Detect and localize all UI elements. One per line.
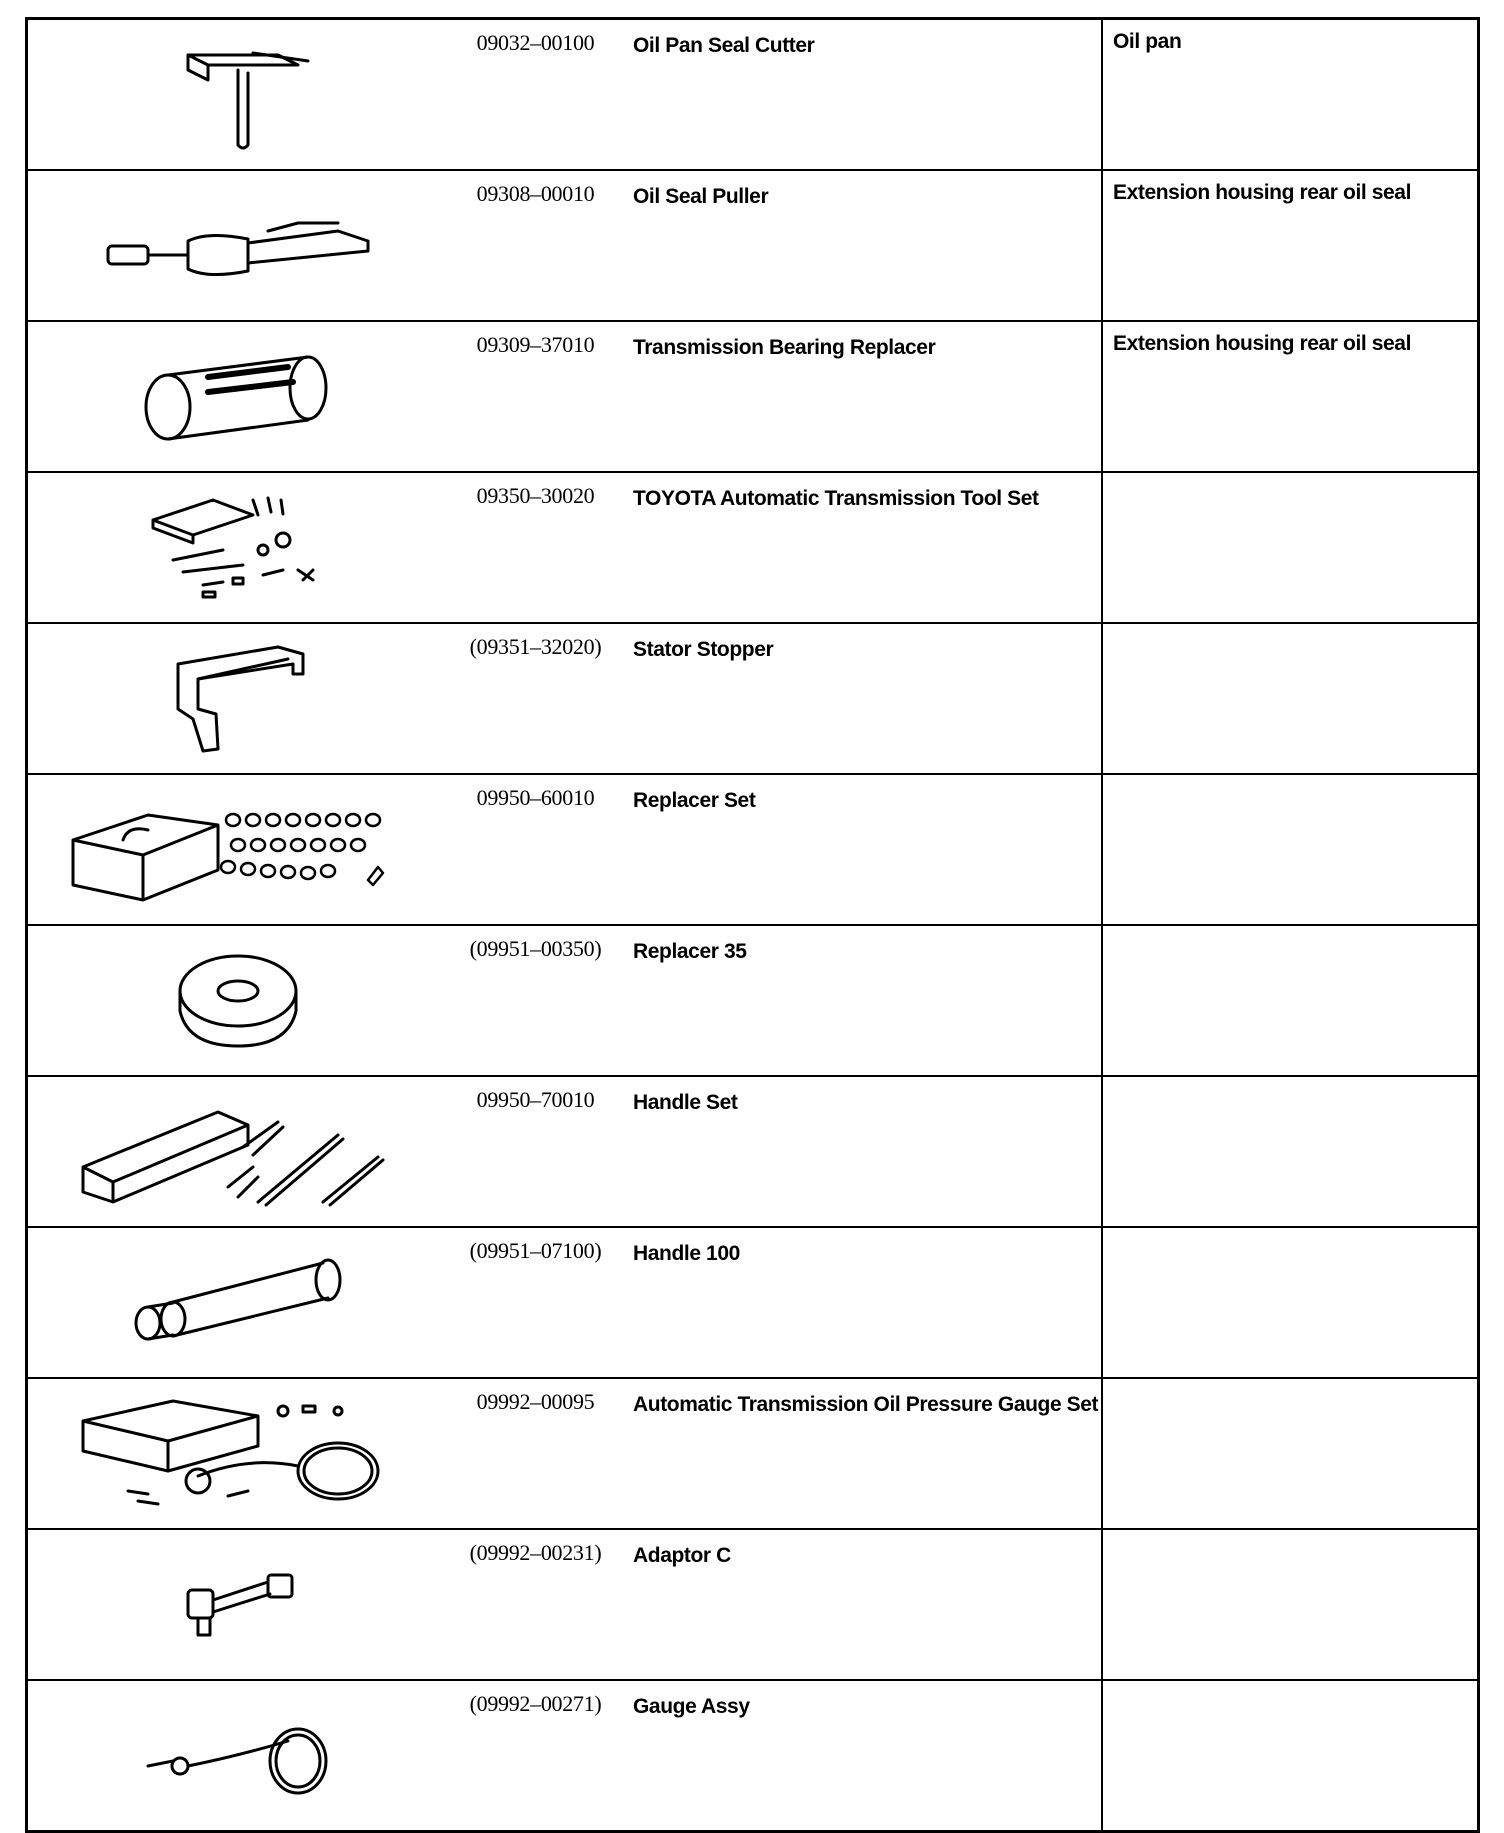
seal-puller-icon [98, 201, 378, 291]
tool-name: Gauge Assy [623, 1680, 1102, 1832]
part-number: 09950–60010 [448, 774, 623, 925]
part-number: (09992–00271) [448, 1680, 623, 1832]
tool-usage [1102, 1680, 1479, 1832]
replacer-ring-icon [168, 946, 308, 1056]
gauge-assy-icon [138, 1711, 338, 1801]
tool-usage [1102, 1227, 1479, 1378]
table-row [27, 321, 1479, 472]
tool-usage [1102, 1076, 1479, 1227]
part-number: 09309–37010 [448, 321, 623, 472]
tool-usage [1102, 774, 1479, 925]
table-row [27, 1076, 1479, 1227]
tool-usage [1102, 623, 1479, 774]
tool-name: Replacer 35 [623, 925, 1102, 1076]
table-row [27, 1680, 1479, 1832]
illustration-cell [27, 925, 449, 1076]
illustration-cell [27, 1378, 449, 1529]
seal-cutter-icon [158, 35, 318, 155]
tool-name: Handle Set [623, 1076, 1102, 1227]
illustration-cell [27, 623, 449, 774]
part-number: (09351–32020) [448, 623, 623, 774]
table-row [27, 925, 1479, 1076]
part-number: 09992–00095 [448, 1378, 623, 1529]
bearing-replacer-icon [128, 342, 348, 452]
table-row [27, 1529, 1479, 1680]
tool-usage [1102, 472, 1479, 623]
illustration-cell [27, 1680, 449, 1832]
illustration-cell [27, 774, 449, 925]
tool-name: Replacer Set [623, 774, 1102, 925]
gauge-set-icon [78, 1396, 398, 1511]
table-row [27, 623, 1479, 774]
tool-usage: Extension housing rear oil seal [1102, 321, 1479, 472]
part-number: (09951–07100) [448, 1227, 623, 1378]
tool-usage: Extension housing rear oil seal [1102, 170, 1479, 321]
tool-usage: Oil pan [1102, 19, 1479, 171]
illustration-cell [27, 1076, 449, 1227]
handle-set-icon [78, 1097, 398, 1207]
handle-icon [118, 1253, 358, 1353]
illustration-cell [27, 170, 449, 321]
tool-set-icon [143, 490, 333, 605]
special-service-tools-table [25, 17, 1480, 1833]
tool-usage [1102, 1529, 1479, 1680]
table-row [27, 472, 1479, 623]
tool-usage [1102, 1378, 1479, 1529]
stator-stopper-icon [158, 639, 318, 759]
replacer-set-icon [68, 795, 408, 905]
tool-name: Automatic Transmission Oil Pressure Gauge Set [623, 1378, 1102, 1529]
tool-name: Oil Pan Seal Cutter [633, 34, 815, 57]
illustration-cell [27, 1529, 449, 1680]
tool-name: Handle 100 [623, 1227, 1102, 1378]
part-number: 09308–00010 [448, 170, 623, 321]
table-row [27, 19, 1479, 171]
tool-name: Oil Seal Puller [623, 170, 1102, 321]
table-row [27, 170, 1479, 321]
part-number: 09950–70010 [448, 1076, 623, 1227]
part-number: (09951–00350) [448, 925, 623, 1076]
illustration-cell [27, 321, 449, 472]
table-row [27, 1378, 1479, 1529]
illustration-cell [27, 472, 449, 623]
part-number: (09992–00231) [448, 1529, 623, 1680]
adaptor-icon [168, 1560, 308, 1650]
illustration-cell [27, 19, 449, 171]
table-row [27, 774, 1479, 925]
table-row [27, 1227, 1479, 1378]
tool-usage [1102, 925, 1479, 1076]
tool-name: Stator Stopper [623, 623, 1102, 774]
tool-name: Adaptor C [623, 1529, 1102, 1680]
part-number: 09350–30020 [448, 472, 623, 623]
tool-name: Transmission Bearing Replacer [623, 321, 1102, 472]
illustration-cell [27, 1227, 449, 1378]
tool-name: TOYOTA Automatic Transmission Tool Set [623, 472, 1102, 623]
part-number: 09032–00100 [476, 30, 595, 55]
